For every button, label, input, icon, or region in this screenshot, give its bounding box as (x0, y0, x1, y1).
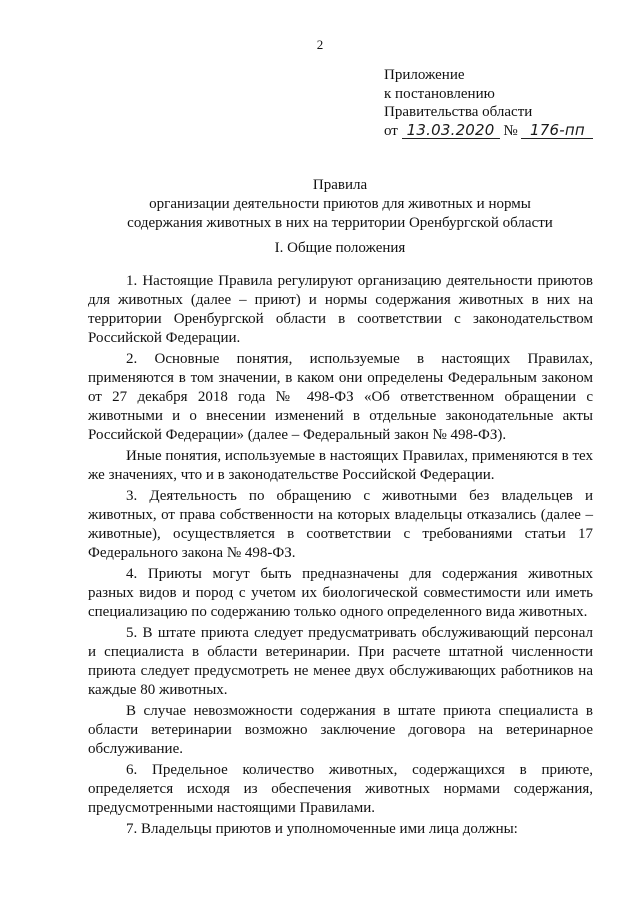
from-label: от (384, 122, 398, 139)
paragraph: 5. В штате приюта следует предусматривать обслуживающий персонал и специалиста в области ветеринарии. При расчете штатной численности приюта следует предусмотреть не менее двух обслуживающих работников на каждые 80 животных. (88, 625, 593, 698)
paragraph: 1. Настоящие Правила регулируют организацию деятельности приютов для животных (далее – приют) и нормы содержания животных в них на территории Оренбургской области в соответствии с законодательством Российской Федерации. (88, 273, 593, 346)
section-heading: I. Общие положения (274, 240, 406, 256)
title-line-2: организации деятельности приютов для животных и нормы (149, 196, 531, 212)
paragraph: Иные понятия, используемые в настоящих Правилах, применяются в тех же значениях, что и в законодательстве Российской Федерации. (88, 448, 593, 483)
document-title (100, 176, 580, 233)
appendix-line-2: к постановлению (384, 85, 495, 102)
appendix-line-1: Приложение (384, 67, 465, 83)
appendix-line-3: Правительства области (384, 104, 533, 120)
paragraph: 6. Предельное количество животных, содержащихся в приюте, определяется исходя из обеспечения животных нормами содержания, предусмотренными настоящими Правилами. (88, 762, 593, 816)
paragraph: В случае невозможности содержания в штате приюта специалиста в области ветеринарии возможно заключение договора на ветеринарное обслуживание. (88, 703, 593, 757)
page-number: 2 (316, 37, 324, 52)
paragraph: 4. Приюты могут быть предназначены для содержания животных разных видов и пород с учетом их биологической совместимости или иметь специализацию по содержанию только одного определенного вида животных. (88, 566, 593, 620)
handwritten-date: 13.03.2020 (402, 122, 500, 139)
paragraph: 2. Основные понятия, используемые в настоящих Правилах, применяются в том значении, в каком они определены Федеральным законом от 27 декабря 2018 года № 498-ФЗ «Об ответственном обращении с животными и о внесении изменений в отдельные законодательные акты Российской Федерации» (далее – Федеральный закон № 498-ФЗ). (88, 351, 593, 443)
number-sign: № (503, 122, 518, 139)
appendix-block (384, 66, 593, 140)
title-line-1: Правила (312, 177, 368, 193)
title-line-3: содержания животных в них на территории Оренбургской области (127, 215, 553, 231)
paragraph: 7. Владельцы приютов и уполномоченные ими лица должны: (126, 821, 518, 837)
body-text (88, 272, 593, 841)
appendix-date-line (384, 122, 593, 141)
paragraph: 3. Деятельность по обращению с животными без владельцев и животных, от права собственности на которых владельцы отказались (далее – животные), осуществляется в соответствии с требованиями статьи 17 Федерального закона № 498-ФЗ. (88, 488, 593, 561)
handwritten-number: 176-пп (521, 122, 593, 139)
